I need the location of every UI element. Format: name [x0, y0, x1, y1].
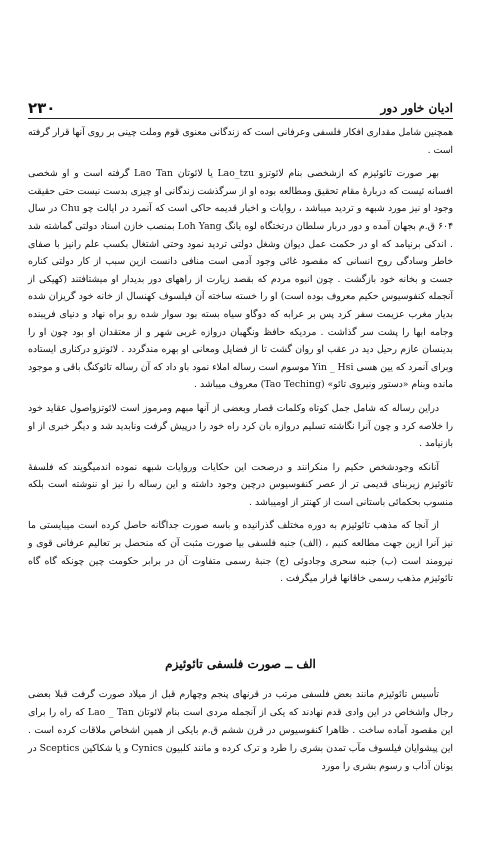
page-header — [28, 96, 453, 119]
paragraph-laozi-story: بهر صورت تائوئیزم که ازشخصی بنام لائوتزو Lao_tzu یا لائوتان Lao Tan گرفته است و او شخصی افسانه ئیست که دربارهٔ مقام تحقیق ومطالعه بوده او از سرگذشت زندگانی او چیزی بدست نیست حتی حقیقت وجود او نیز مورد شبهه و تردید میباشد ، روایات و اخبار قدیمه حاکی است که آنمرد در ایالت چو Chu در سال ۶۰۴ ق.م بجهان آمده و دور دربار سلطان درتختگاه لوه یانگ Loh Yang بمنصب خازن اسناد دولتی گماشته شد . اندکی برنیامد که او در حکمت عمل دیوان وشغل دولتی تردید نمود وحتی اشتغال بکسب علم رانیز با صفای خاطر وسادگی روح انسانی که مقصود غائی وجود آدمی است منافی دانست ازین سبب از کار دولتی کناره جست و بخانه خود بازگشت . چون انبوه مردم که بقصد زیارت از راههای دور بدیدار او میشتافتند (کهیکی از آنجمله کنفوسیوس حکیم معروف بوده است) او را خسته ساخته آن فیلسوف کهنسال از خانه خود گریزان شده بدیار مغرب عزیمت سفر کرد پس بر عرابه که دوگاو سیاه بسته بود سوار شده رو براه نهاد و دنیای فریبنده وجامه ابها را پشت سر گذاشت . مردیکه حافظ ونگهبان دروازه غربی شهر و از معتقدان او بود چون او را بدینسان عازم رحیل دید در عقب او روان گشت تا از فضایل ومعانی او بهره مندگردد . لائوتزو درکناری ایستاده وبرای آنمرد که یین هسی Yin _ Hsi موسوم است رساله املاء نمود باو داد که آن رساله تائوکنگ باقی و موجود مانده وبنام «دستور ونیروی تائو» (Tao Teching) معروف میباشد . — [28, 168, 453, 391]
running-title: ادیان خاور دور — [380, 101, 453, 115]
paragraph-treatise: دراین رساله که شامل جمل کوتاه وکلمات قصار وبعضی از آنها مبهم ومرموز است لائوتزواصول عقاید خود را خلاصه کرد و چون آنرا نگاشته تسلیم دروازه بان کرد راه خود را درپیش گرفت ونابدید شد و دیگر خبری از او بازنیامد . — [28, 402, 453, 450]
page-number: ۲۳۰ — [28, 99, 56, 117]
section-body — [28, 686, 453, 776]
paragraph-intro: همچنین شامل مقداری افکار فلسفی وعرفانی است که زندگانی معنوی قوم وملت چینی بر روی آنها قرار گرفته است . — [28, 127, 453, 156]
paragraph-doubters: آنانکه وجودشخص حکیم را منکرانند و درصحت این حکایات وروایات شبهه نموده اندمیگویند که فلسفهٔ تائوئیزم زیربنای قدیمی تر از عصر کنفوسیوس درچین وجود داشته و این رساله را نیز او ننوشته است بلکه منسوب بحکمائی باستانی است از کهنتر از اومیباشد . — [28, 461, 453, 508]
section-paragraph: تأسیس تائوئیزم مانند بعض فلسفی مرتب در قرنهای پنجم وچهارم قبل از میلاد صورت گرفت قبلا بعضی رجال واشخاص در این وادی قدم نهادند که یکی از آنجمله مردی است بنام لائوتان Lao _ Tan که راه را برای این مقصود آماده ساخت . ظاهرا کنفوسیوس در قرن ششم ق.م بایکی از همین اشخاص ملاقات کرده است . این پیشوایان فیلسوف مآب تمدن بشری را طرد و ترک کرده و مانند کلبیون Cynics و یا شکاکین Sceptics در یونان آداب و رسوم بشری را مورد — [28, 689, 454, 772]
body-text — [28, 124, 453, 588]
paragraph-three-aspects: از آنجا که مذهب تائوئیزم به دوره مختلف گذرانیده و باسه صورت جداگانه حاصل کرده است میبایستی ما نیز آنرا ازین جهت مطالعه کنیم ، (الف) جنبه فلسفی بیا صورت مثبت آن که منحصل بر تعالیم عرفانی قوی و نیرومند است (ب) جنبه سحری وجادوئی (ج) جنبهٔ رسمی متفاوت آن در برابر حکومت چین چونکه گاه گاه تائوئیزم مذهب رسمی خاقانها قرار میگرفت . — [28, 520, 453, 585]
section-heading: الف ــ صورت فلسفی تائوئیزم — [165, 657, 316, 671]
